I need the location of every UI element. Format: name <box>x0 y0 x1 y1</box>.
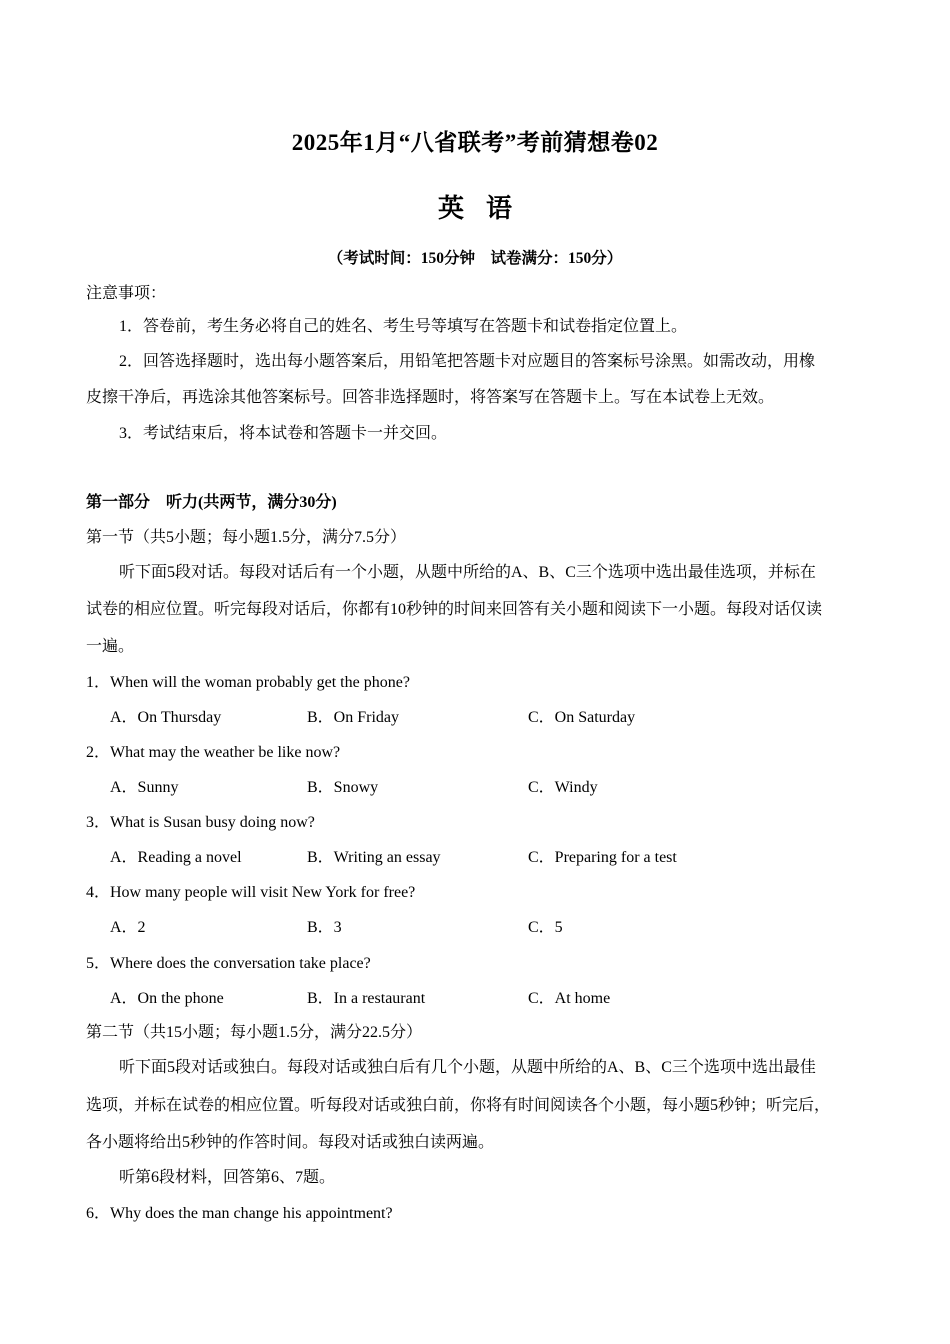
notice-item-2-line-1: 2．回答选择题时，选出每小题答案后，用铅笔把答题卡对应题目的答案标号涂黑。如需改动，用橡 <box>119 353 816 370</box>
notice-item-3: 3．考试结束后，将本试卷和答题卡一并交回。 <box>119 425 448 442</box>
option-b: B．Writing an essay <box>307 849 441 866</box>
exam-title: 2025年1月“八省联考”考前猜想卷02 <box>291 130 659 155</box>
part1-heading: 第一部分 听力(共两节，满分30分) <box>86 494 337 511</box>
section2-instructions-line-3: 各小题将给出5秒钟的作答时间。每段对话或独白读两遍。 <box>86 1134 495 1151</box>
option-b: B．3 <box>307 919 342 936</box>
option-b: B．Snowy <box>307 779 379 796</box>
question-text: 2．What may the weather be like now? <box>86 744 341 761</box>
notice-item-2-line-2: 皮擦干净后，再选涂其他答案标号。回答非选择题时，将答案写在答题卡上。写在本试卷上无效。 <box>86 389 775 406</box>
option-c: C．Windy <box>528 779 598 796</box>
question-text: 4．How many people will visit New York for free? <box>86 884 416 901</box>
option-a: A．Sunny <box>110 779 179 796</box>
option-a: A．Reading a novel <box>110 849 242 866</box>
section2-instructions-line-2: 选项，并标在试卷的相应位置。听每段对话或独白前，你将有时间阅读各个小题，每小题5秒钟；听完后， <box>86 1097 831 1114</box>
option-c: C．5 <box>528 919 563 936</box>
option-c: C．On Saturday <box>528 709 636 726</box>
section2-heading: 第二节（共15小题；每小题1.5分，满分22.5分） <box>86 1024 423 1041</box>
notice-heading: 注意事项： <box>86 285 167 302</box>
option-a: A．On the phone <box>110 990 224 1007</box>
question-text: 6．Why does the man change his appointment? <box>86 1205 393 1222</box>
material-6-instruction: 听第6段材料，回答第6、7题。 <box>119 1169 336 1186</box>
section1-heading: 第一节（共5小题；每小题1.5分，满分7.5分） <box>86 529 407 546</box>
section1-instructions-line-2: 试卷的相应位置。听完每段对话后，你都有10秒钟的时间来回答有关小题和阅读下一小题。每段对话仅读 <box>86 601 823 618</box>
section1-instructions-line-3: 一遍。 <box>86 638 135 655</box>
question-text: 3．What is Susan busy doing now? <box>86 814 315 831</box>
option-a: A．2 <box>110 919 146 936</box>
option-b: B．In a restaurant <box>307 990 426 1007</box>
exam-time-info: （考试时间：150分钟 试卷满分：150分） <box>327 250 623 267</box>
option-c: C．Preparing for a test <box>528 849 677 866</box>
notice-item-1: 1．答卷前，考生务必将自己的姓名、考生号等填写在答题卡和试卷指定位置上。 <box>119 318 688 335</box>
option-c: C．At home <box>528 990 611 1007</box>
subject-heading: 英语 <box>437 194 534 223</box>
section1-instructions-line-1: 听下面5段对话。每段对话后有一个小题，从题中所给的A、B、C三个选项中选出最佳选项，并标在 <box>119 564 816 581</box>
option-b: B．On Friday <box>307 709 400 726</box>
section2-instructions-line-1: 听下面5段对话或独白。每段对话或独白后有几个小题，从题中所给的A、B、C三个选项中选出最佳 <box>119 1059 816 1076</box>
question-text: 5．Where does the conversation take place? <box>86 955 371 972</box>
question-text: 1．When will the woman probably get the phone? <box>86 674 410 691</box>
option-a: A．On Thursday <box>110 709 222 726</box>
